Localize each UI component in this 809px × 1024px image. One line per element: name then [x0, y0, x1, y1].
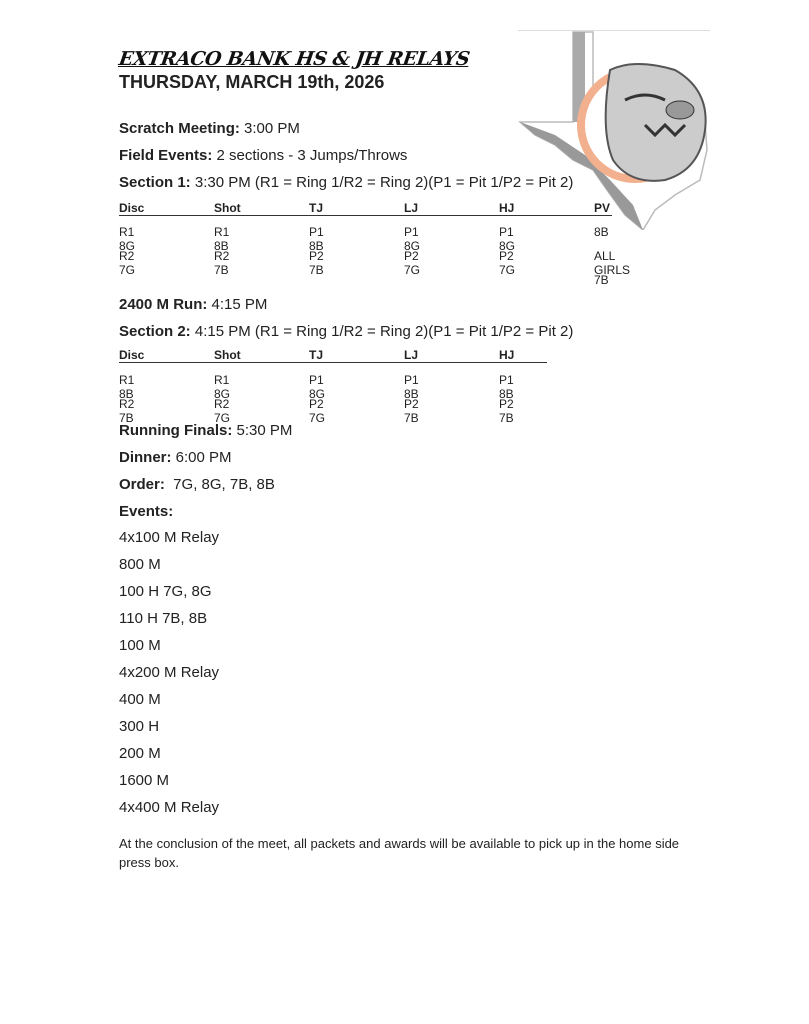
cell: R1 8B [214, 225, 230, 253]
running-finals: Running Finals: 5:30 PM [119, 422, 293, 439]
event-item: 400 M [119, 691, 161, 708]
events-heading: Events: [119, 503, 174, 520]
event-item: 100 M [119, 637, 161, 654]
cell: R2 7B [119, 397, 135, 425]
footer-note: At the conclusion of the meet, all packets and awards will be available to pick up in the home side press box. [119, 836, 680, 870]
cell: P1 8G [309, 373, 326, 401]
cell: P2 7B [309, 249, 324, 277]
cell: P1 8G [499, 225, 516, 253]
event-item: 300 H [119, 718, 160, 735]
header-cell: Shot [214, 348, 241, 362]
cell: 7B [594, 273, 609, 287]
cell: R1 8G [119, 225, 136, 253]
event-item: 100 H 7G, 8G [119, 583, 212, 600]
header-cell: PV [594, 201, 611, 215]
field-events: Field Events: 2 sections - 3 Jumps/Throws [119, 147, 408, 164]
header-cell: Disc [119, 201, 145, 215]
header-cell: LJ [404, 201, 419, 215]
header-cell: Shot [214, 201, 241, 215]
cell: P2 7B [499, 397, 514, 425]
dinner: Dinner: 6:00 PM [119, 449, 232, 466]
section-2: Section 2: 4:15 PM (R1 = Ring 1/R2 = Ring 2)(P1 = Pit 1/P2 = Pit 2) [119, 323, 574, 340]
header-cell: TJ [309, 348, 324, 362]
cell: R1 8G [214, 373, 231, 401]
section-1: Section 1: 3:30 PM (R1 = Ring 1/R2 = Ring 2)(P1 = Pit 1/P2 = Pit 2) [119, 174, 574, 191]
cell: P2 7G [309, 397, 326, 425]
cell: P2 7G [499, 249, 516, 277]
2400m-run: 2400 M Run: 4:15 PM [119, 296, 268, 313]
cell: R2 7G [119, 249, 136, 277]
cell: 8B [594, 225, 609, 239]
event-item: 4x200 M Relay [119, 664, 220, 681]
event-item: 4x400 M Relay [119, 799, 220, 816]
cell: P1 8B [404, 373, 419, 401]
meet-date: THURSDAY, MARCH 19th, 2026 [119, 72, 385, 92]
order: Order: 7G, 8G, 7B, 8B [119, 476, 275, 493]
header-cell: Disc [119, 348, 145, 362]
header-cell: TJ [309, 201, 324, 215]
event-item: 200 M [119, 745, 161, 762]
header-cell: LJ [404, 348, 419, 362]
header-cell: HJ [499, 201, 515, 215]
meet-title: EXTRACO BANK HS & JH RELAYS [117, 48, 471, 70]
cell: R2 7G [214, 397, 231, 425]
cell: R2 7B [214, 249, 230, 277]
cell: ALL GIRLS [594, 249, 631, 277]
event-item: 800 M [119, 556, 161, 573]
bulldog-texas-logo [515, 30, 715, 230]
cell: P1 8B [499, 373, 514, 401]
scratch-meeting: Scratch Meeting: 3:00 PM [119, 120, 300, 137]
cell: P2 7G [404, 249, 421, 277]
event-item: 4x100 M Relay [119, 529, 220, 546]
event-item: 110 H 7B, 8B [119, 610, 208, 627]
cell: P2 7B [404, 397, 419, 425]
cell: P1 8B [309, 225, 324, 253]
cell: P1 8G [404, 225, 421, 253]
header-cell: HJ [499, 348, 515, 362]
cell: R1 8B [119, 373, 135, 401]
event-item: 1600 M [119, 772, 170, 789]
